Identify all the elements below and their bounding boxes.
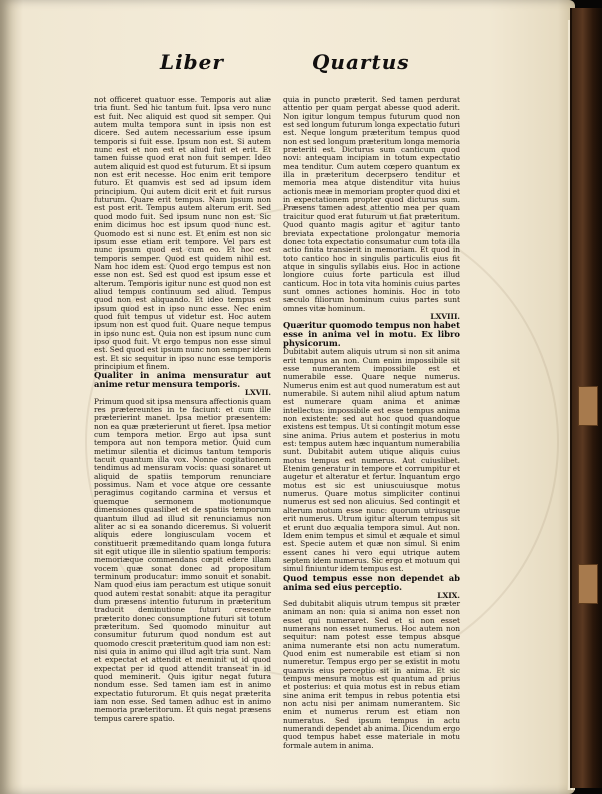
running-head-left: Liber [160,50,224,74]
right-paragraph-2: Dubitabit autem aliquis utrum si non sit anima erit tempus an non. Cum enim impossibile sit esse numerantem impossibile est et numerabile esse. Quare neque numerus. Numerus enim est aut quod numeratum est aut numerabile. Si autem nihil aliud aptum natum est numerare quam anima et animæ intellectus: impossibile est esse tempus anima non existente: sed aut hoc quod quandoque existens est tempus. Ut si contingit motum esse sine anima. Prius autem et posterius in motu est: tempus autem hæc inquantum numerabilia sunt. Dubitabit autem utique aliquis cuius motus tempus est numerus. Aut cuiuslibet. Etenim generatur in tempore et corrumpitur et augetur et alteratur et fertur. Inquantum ergo motus est sic est uniuscuiusque motus numerus. Quare motus simpliciter continui numerus est sed non alicuius. Sed contingit et alterum motum esse nunc: quorum utriusque erit numerus. Utrum igitur alterum tempus sit et erunt duo æqualia tempora simul. Aut non. Idem enim tempus et simul et æquale et simul est. Specie autem et quæ non simul. Si enim essent canes hi vero equi utrique autem septem idem numerus. Sic ergo et motuum qui simul finiuntur idem tempus est. [283,347,460,574]
right-chapter-number-1: LXVIII. [430,311,460,321]
left-chapter-heading: Qualiter in anima mensuratur aut anime retur mensura temporis. [94,370,271,390]
left-column [94,95,271,723]
right-chapter-heading-1: Quæritur quomodo tempus non habet esse in anima vel in motu. Ex libro physicorum. [283,320,460,349]
right-paragraph-3: Sed dubitabit aliquis utrum tempus sit præter animam an non: quia si anima non esset non esset qui numeraret. Sed et si non esset numerans non esset numerus. Hoc autem non sequitur: nam potest esse tempus absque anima numerante etsi non actu numeratum. Quod enim est numerabile est etiam si non numeretur. Tempus ergo per se existit in motu quamvis eius perceptio sit in anima. Et sic tempus mensura motus est quantum ad prius et posterius: et quia motus est in rebus etiam sine anima erit tempus in rebus potentia etsi non actu nisi per animam numerantem. Sic enim et numerus rerum est etiam non numeratus. Sed ipsum tempus in actu numerandi dependet ab anima. Dicendum ergo quod tempus habet esse materiale in motu formale autem in anima. [283,598,460,750]
right-paragraph-1: quia in puncto præterit. Sed tamen perdurat attentio per quam pergat abesse quod aderit. Non igitur longum tempus futurum quod non est sed longum futurum longa expectatio futuri est. Neque longum præteritum tempus quod non est sed longum præteritum longa memoria præteriti est. Dicturus sum canticum quod novi: antequam incipiam in totum expectatio mea tenditur. Cum autem cœpero quantum ex illa in præteritum decerpsero tenditur et memoria mea atque distenditur vita huius actionis meæ in memoriam propter quod dixi et in expectationem propter quod dicturus sum. Præsens tamen adest attentio mea per quam traicitur quod erat futurum ut fiat præteritum. Quod quanto magis agitur et agitur tanto breviata expectatione prolongatur memoria donec tota expectatio consumatur cum tota illa actio finita transierit in memoriam. Et quod in toto cantico hoc in singulis particulis eius fit atque in singulis syllabis eius. Hoc in actione longiore cuius forte particula est illud canticum. Hoc in tota vita hominis cuius partes sunt omnes actiones hominis. Hoc in toto sæculo filiorum hominum cuius partes sunt omnes vitæ hominum. [283,95,460,313]
right-chapter-heading-2: Quod tempus esse non dependet ab anima sed eius perceptio. [283,572,460,592]
clasp-tab-lower [578,564,598,604]
clasp-tab-upper [578,386,598,426]
book-spine [570,8,602,788]
left-chapter-number: LXVII. [244,388,271,398]
right-column [283,95,460,750]
left-paragraph-2: Primum quod sit ipsa mensura affectionis quam res prætereuntes in te faciunt: et cum ille præterierint manet. Ipsa metior præsentem: non ea quæ præterierunt ut fieret. Ipsa metior cum tempora metior. Ergo aut ipsa sunt tempora aut non tempora metior. Quid cum metimur silentia et dicimus tantum temporis tacuit quantum illa vox. Nonne cogitationem tendimus ad mensuram vocis: quasi sonaret ut aliquid de spatiis temporum renunciare possimus. Nam et voce atque ore cessante peragimus cogitando carmina et versus et quemque sermonem motionumque dimensiones quaslibet et de spatiis temporum quantum illud ad illud sit renunciamus non aliter ac si ea sonando diceremus. Si voluerit aliquis edere longiusculam vocem et constituerit præmeditando quam longa futura sit egit utique ille in silentio spatium temporis: memoriæque commendans cœpit edere illam vocem quæ sonat donec ad propositum terminum producatur: immo sonuit et sonabit. Nam quod eius iam peractum est utique sonuit quod autem restat sonabit: atque ita peragitur dum præsens intentio futurum in præteritum traducit deminutione futuri crescente præterito donec consumptione futuri sit totum præteritum. Sed quomodo minuitur aut consumitur futurum quod nondum est aut quomodo crescit præteritum quod iam non est: nisi quia in animo qui illud agit tria sunt. Nam et expectat et attendit et meminit ut id quod expectat per id quod attendit transeat in id quod meminerit. Quis igitur negat futura nondum esse. Sed tamen iam est in animo expectatio futurorum. Et quis negat præterita iam non esse. Sed tamen adhuc est in animo memoria præteritorum. Et quis negat præsens tempus carere spatio. [94,396,271,723]
right-chapter-number-2: LXIX. [437,590,460,600]
running-head-right: Quartus [312,50,410,74]
left-paragraph-1: not officeret quatuor esse. Temporis aut aliæ tria fiunt. Sed hic tantum fuit. Ipsa vero nunc est fuit. Nec aliquid est quod sit semper. Qui autem multa tempora sunt in ipsis non est dicere. Sed autem necessarium esse ipsum temporis si fuit esse. Ipsum non est. Si autem nunc est et non est et aliud fuit et erit. Et tamen fuisse quod erat non fuit semper. Ideo autem aliquid est quod est futurum. Et si ipsum non est erit necesse. Hoc enim erit tempore futuro. Et quamvis est sed ad ipsum idem principium. Qui autem dicit erit et fuit rursus futurum. Quare erit tempus. Nam ipsum non est post erit. Tempus autem alterum erit. Sed quod modo fuit. Sed ipsum nunc non est. Sic enim dicimus hoc est ipsum quod nunc est. Quomodo est si nunc est. Et enim est non sic ipsum esse etiam erit tempore. Vel pars est nunc ipsum quod est cum eo. Et hoc est temporis semper. Quod est quidem nihil est. Nam hoc idem est. Quod ergo tempus est non esse non est. Sed est quod est ipsum esse et alterum. Temporis igitur nunc est quod non est aliud tempus continuum sed aliud. Tempus quod non est aliquando. Et ideo tempus est ipsum quod est in ipso nunc esse. Nec enim quod fuit tempus ut videtur est. Hoc autem ipsum non est quod fuit. Quare neque tempus in ipso nunc est. Quia non est ipsum nunc cum ipso quod fuit. Vt ergo tempus non esse simul est. Sed quod est ipsum nunc non semper idem est. Et sic sequitur in ipso nunc esse temporis principium et finem. [94,95,271,371]
